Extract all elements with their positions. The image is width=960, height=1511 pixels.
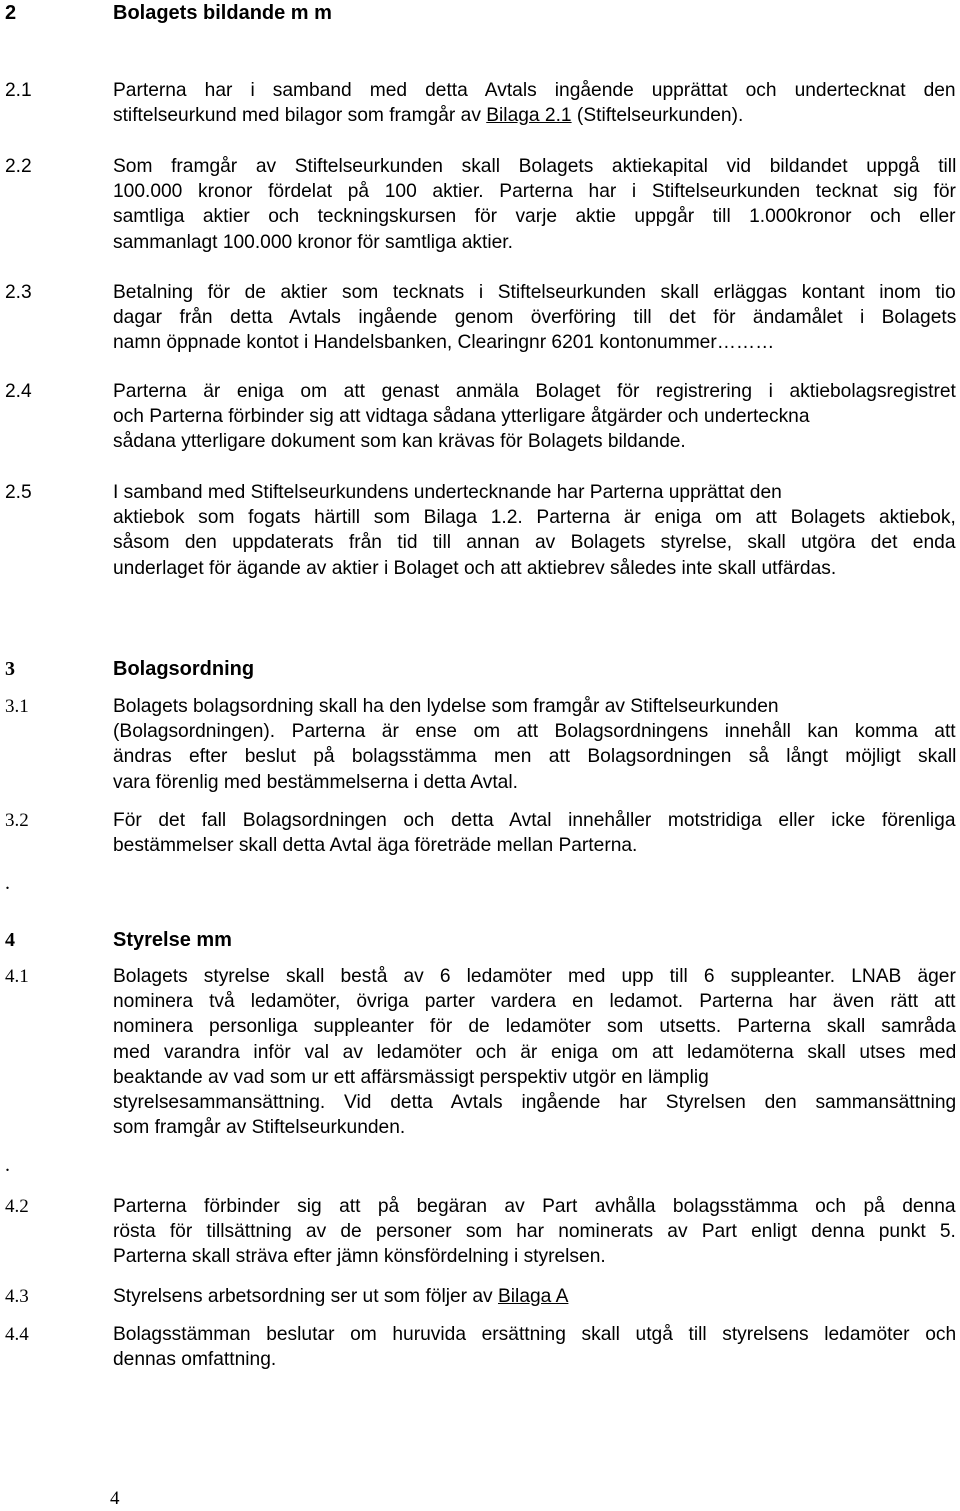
page-number: 4 xyxy=(110,1488,120,1509)
text-line: med varandra inför val av ledamöter och är eniga om att ledamöterna skall utses med xyxy=(113,1041,957,1063)
text-line: (Bolagsordningen). Parterna är ense om att Bolagsordningens innehåll kan komma att xyxy=(113,721,956,743)
text-line: nominera personliga suppleanter för de ledamöter som utsetts. Parterna skall samråda xyxy=(113,1016,956,1038)
section-title: Bolagsordning xyxy=(113,658,255,680)
clause-number: 2.2 xyxy=(5,156,32,177)
text-line: Parterna skall sträva efter jämn könsfördelning i styrelsen. xyxy=(113,1246,606,1268)
text-line: namn öppnade kontot i Handelsbanken, Clearingnr 6201 kontonummer……… xyxy=(113,332,775,354)
text-line: Bolagsstämman beslutar om huruvida ersättning skall utgå till styrelsens ledamöter och xyxy=(113,1324,957,1345)
stray-dot: . xyxy=(5,1154,10,1176)
text-line: 100.000 kronor fördelat på 100 aktier. Parterna har i Stiftelseurkunden tecknat sig för xyxy=(113,181,956,203)
text-line: sådana ytterligare dokument som kan krävas för Bolagets bildande. xyxy=(113,431,686,453)
clause-number: 2.5 xyxy=(5,482,32,503)
section-number: 3 xyxy=(5,658,15,680)
text-line: bestämmelser skall detta Avtal äga företräde mellan Parterna. xyxy=(113,835,638,857)
text-line: vara förenlig med bestämmelserna i detta Avtal. xyxy=(113,771,518,793)
clause-number: 2.1 xyxy=(5,80,32,101)
text-fragment: stiftelseurkund med bilagor som framgår av xyxy=(113,105,487,127)
text-line: Betalning för de aktier som tecknats i Stiftelseurkunden skall erläggas kontant inom tio xyxy=(113,282,956,303)
text-line: dennas omfattning. xyxy=(113,1349,277,1371)
text-line: sammanlagt 100.000 kronor för samtliga aktier. xyxy=(113,231,513,253)
text-line: Parterna är eniga om att genast anmäla Bolaget för registrering i aktiebolagsregistret xyxy=(113,381,956,402)
text-line: I samband med Stiftelseurkundens undertecknande har Parterna upprättat den xyxy=(113,482,782,503)
text-line: såsom den uppdaterats från tid till annan av Bolagets styrelse, skall utgöra det enda xyxy=(113,532,956,554)
bilaga-link[interactable]: Bilaga 2.1 xyxy=(486,105,572,127)
clause-text xyxy=(113,1322,956,1372)
clause-text xyxy=(113,1194,956,1270)
clause-number: 4.4 xyxy=(5,1324,29,1345)
text-line: ändras efter beslut på bolagsstämma men att Bolagsordningen så långt möjligt skall xyxy=(113,746,957,768)
clause-number: 4.2 xyxy=(5,1196,29,1217)
clause-number: 3.1 xyxy=(5,696,29,717)
clause-text xyxy=(113,808,956,858)
text-line: samtliga aktier och teckningskursen för varje aktie uppgår till 1.000kronor och eller xyxy=(113,206,956,228)
clause-number: 3.2 xyxy=(5,810,29,831)
section-title: Styrelse mm xyxy=(113,929,232,951)
text-line: styrelsesammansättning. Vid detta Avtals ingående har Styrelsen den sammansättning xyxy=(113,1092,957,1114)
text-line: Bolagets bolagsordning skall ha den lydelse som framgår av Stiftelseurkunden xyxy=(113,696,779,717)
text-line: beaktande av vad som ur ett affärsmässigt perspektiv utgör en lämplig xyxy=(113,1066,709,1088)
clause-number: 2.4 xyxy=(5,381,32,402)
text-line: För det fall Bolagsordningen och detta Avtal innehåller motstridiga eller icke förenliga xyxy=(113,810,956,831)
clause-text xyxy=(113,78,956,128)
clause-text xyxy=(113,280,956,356)
clause-number: 4.3 xyxy=(5,1286,29,1307)
clause-number: 4.1 xyxy=(5,966,29,987)
text-line: rösta för tillsättning av de personer som har nominerats av Part enligt denna punkt 5. xyxy=(113,1221,956,1243)
text-line: Bolagets styrelse skall bestå av 6 ledamöter med upp till 6 suppleanter. LNAB äger xyxy=(113,966,956,987)
clause-text xyxy=(113,154,956,255)
text-line xyxy=(113,103,956,128)
bilaga-a-link[interactable]: Bilaga A xyxy=(498,1286,569,1307)
clause-text xyxy=(113,480,956,581)
clause-text xyxy=(113,379,956,455)
clause-text xyxy=(113,1284,956,1309)
text-line: Som framgår av Stiftelseurkunden skall Bolagets aktiekapital vid bildandet uppgå till xyxy=(113,156,957,177)
text-fragment: Styrelsens arbetsordning ser ut som följer av xyxy=(113,1286,498,1307)
clause-text xyxy=(113,964,956,1140)
stray-dot: . xyxy=(5,872,10,894)
text-line: som framgår av Stiftelseurkunden. xyxy=(113,1117,406,1139)
section-title: Bolagets bildande m m xyxy=(113,2,332,24)
text-fragment: (Stiftelseurkunden). xyxy=(571,105,744,127)
text-line: underlaget för ägande av aktier i Bolaget och att aktiebrev således inte skall utfärdas. xyxy=(113,557,837,579)
text-line: Parterna förbinder sig att på begäran av Part avhålla bolagsstämma och på denna xyxy=(113,1196,956,1217)
text-line: och Parterna förbinder sig att vidtaga sådana ytterligare åtgärder och underteckna xyxy=(113,406,810,428)
text-line: dagar från detta Avtals ingående genom överföring till det för ändamålet i Bolagets xyxy=(113,307,957,329)
section-number: 4 xyxy=(5,929,15,951)
text-line: nominera två ledamöter, övriga parter vardera en ledamot. Parterna har även rätt att xyxy=(113,991,956,1013)
text-line: Parterna har i samband med detta Avtals ingående upprättat och undertecknat den xyxy=(113,80,956,101)
clause-text xyxy=(113,694,956,795)
section-number: 2 xyxy=(5,2,17,24)
text-line: aktiebok som fogats härtill som Bilaga 1.2. Parterna är eniga om att Bolagets aktiebok, xyxy=(113,507,956,529)
text-line xyxy=(113,1284,956,1309)
clause-number: 2.3 xyxy=(5,282,32,303)
